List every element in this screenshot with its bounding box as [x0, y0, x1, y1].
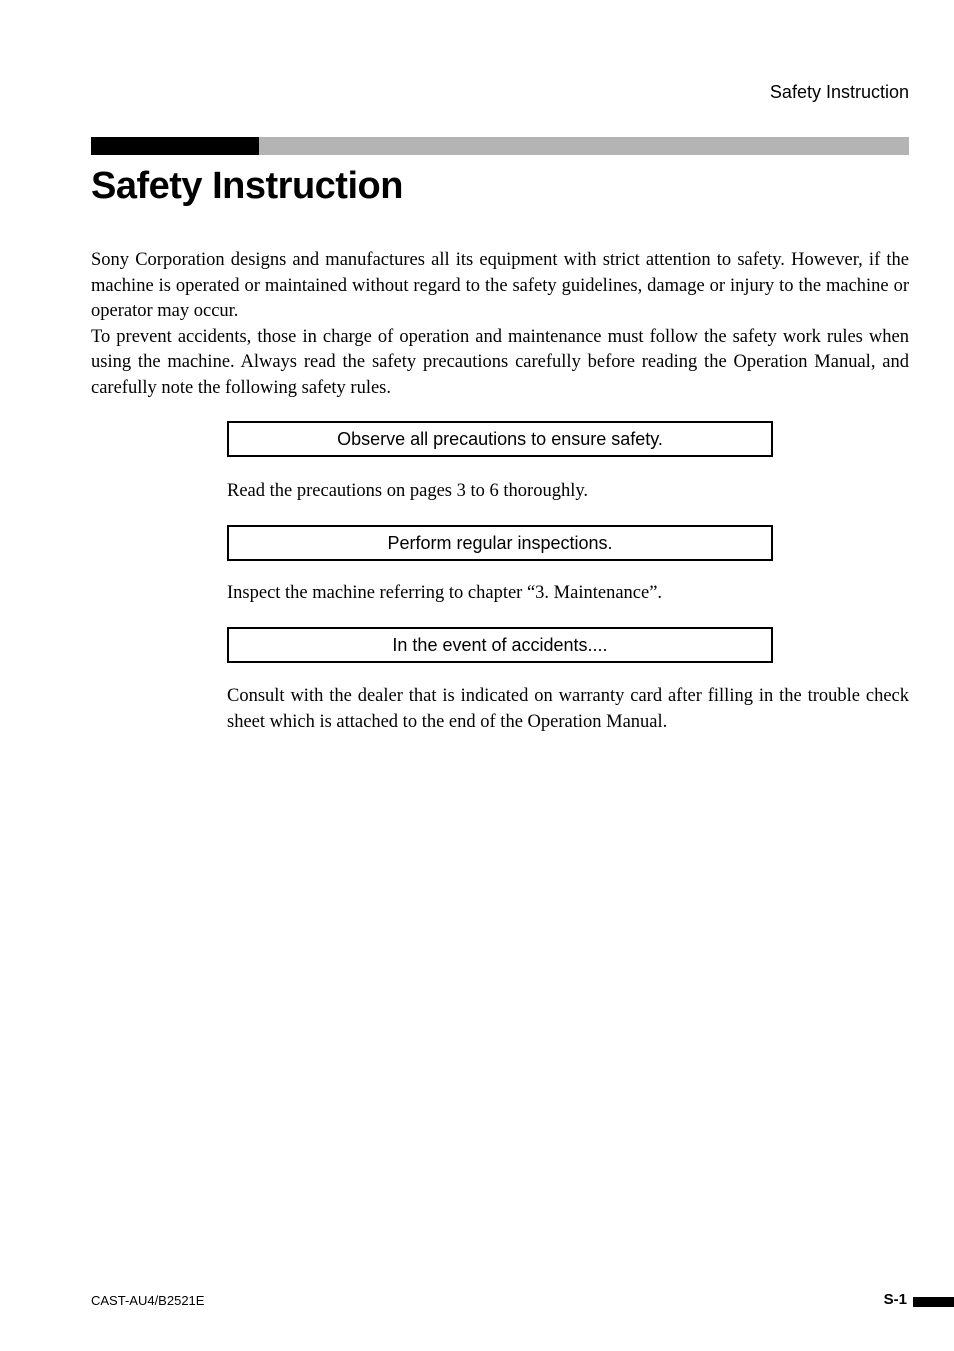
footer-page-tab — [913, 1297, 954, 1307]
page-title: Safety Instruction — [91, 165, 403, 207]
rule-heading-box: In the event of accidents.... — [227, 627, 773, 663]
footer-page-number: S-1 — [883, 1291, 907, 1308]
footer-doc-code: CAST-AU4/B2521E — [91, 1293, 205, 1308]
title-bar-accent — [91, 137, 259, 155]
running-header: Safety Instruction — [769, 82, 909, 102]
rule-description: Consult with the dealer that is indicated on warranty card after filling in the trouble check sheet which is attached to the end of the Operation Manual. — [227, 686, 909, 732]
rule-heading-box: Observe all precautions to ensure safety. — [227, 421, 773, 457]
rule-description: Read the precautions on pages 3 to 6 thoroughly. — [227, 481, 589, 501]
rule-description: Inspect the machine referring to chapter “3. Maintenance”. — [227, 583, 663, 603]
intro-paragraph: To prevent accidents, those in charge of operation and maintenance must follow the safety work rules when using the machine. Always read the safety precautions carefully before reading the Operation Manual, and carefully note the following safety rules. — [91, 326, 909, 398]
rule-heading-box: Perform regular inspections. — [227, 525, 773, 561]
title-bar — [91, 137, 909, 155]
intro-text — [91, 248, 909, 402]
intro-paragraph: Sony Corporation designs and manufactures all its equipment with strict attention to safety. However, if the machine is operated or maintained without regard to the safety guidelines, damage or injury to the machine or operator may occur. — [91, 250, 909, 322]
